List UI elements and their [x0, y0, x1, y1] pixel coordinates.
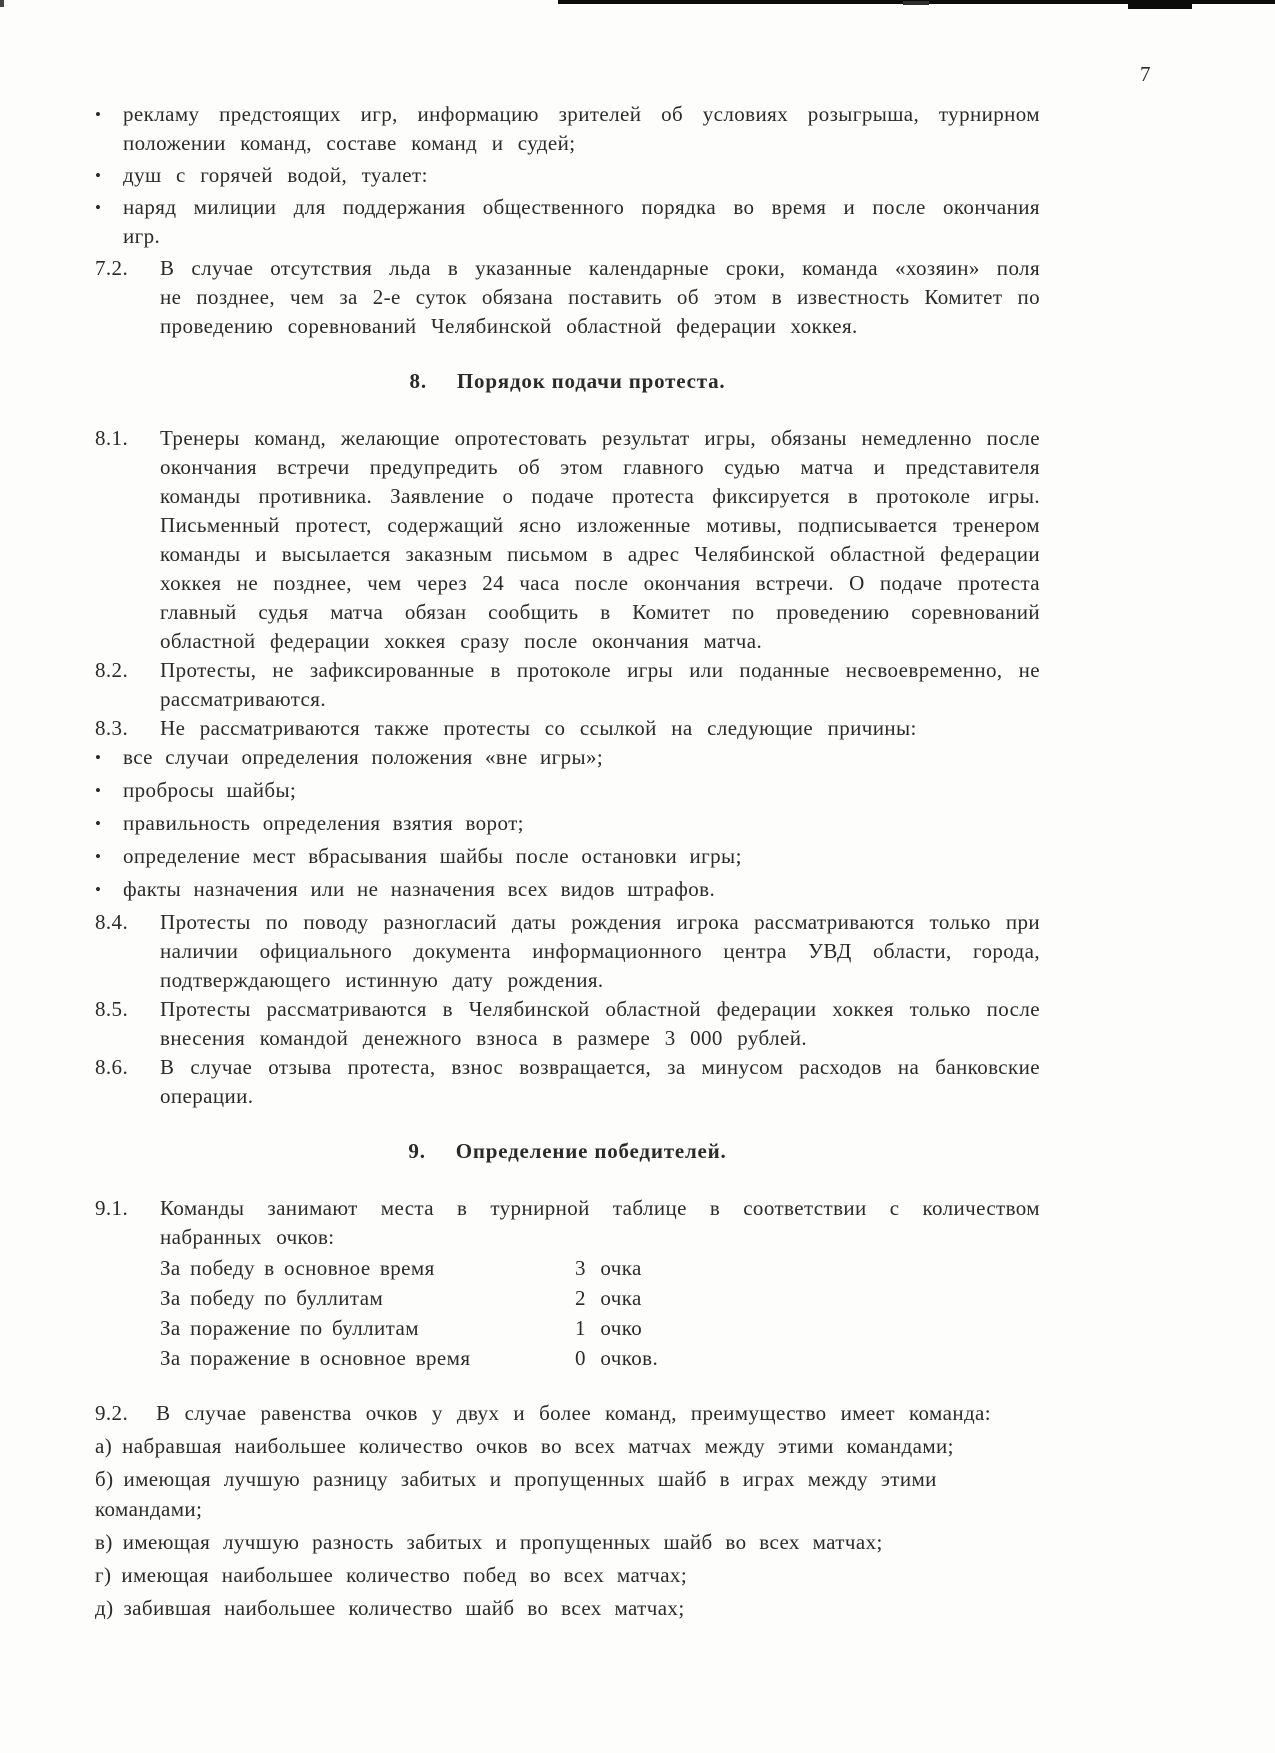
clause-number: 8.4. — [95, 910, 129, 934]
clause-text: В случае равенства очков у двух и более команд, преимущество имеет команда: — [156, 1401, 991, 1425]
list-item — [95, 743, 1040, 772]
section-8-heading — [95, 367, 1040, 396]
bullet-marker: • — [95, 814, 102, 833]
list-item-text: факты назначения или не назначения всех видов штрафов. — [123, 877, 716, 901]
criterion-letter: в) — [95, 1530, 113, 1554]
points-row — [160, 1283, 1040, 1313]
points-value: 2 очка — [575, 1286, 642, 1310]
list-item — [95, 161, 1040, 190]
section-title: Порядок подачи протеста. — [456, 369, 726, 393]
points-row — [160, 1253, 1040, 1283]
bullet-marker: • — [95, 105, 102, 124]
protest-reasons-list — [95, 743, 1040, 904]
clause-number: 8.5. — [95, 997, 129, 1021]
section-9-heading — [95, 1137, 1040, 1166]
clause-text: Протесты рассматриваются в Челябинской областной федерации хоккея только после внесения командой денежного взноса в размере 3 000 рублей. — [160, 997, 1040, 1050]
list-item-text: все случаи определения положения «вне игры»; — [123, 745, 604, 769]
list-item — [95, 809, 1040, 838]
clause-7-2 — [95, 254, 1040, 341]
outcome-label: За победу в основное время — [160, 1256, 435, 1280]
criterion-text: имеющая наибольшее количество побед во всех матчах; — [121, 1563, 688, 1587]
bullet-marker: • — [95, 847, 102, 866]
criterion-v — [95, 1527, 1040, 1557]
list-item — [95, 193, 1040, 251]
criterion-text: имеющая лучшую разность забитых и пропущенных шайб во всех матчах; — [122, 1530, 883, 1554]
points-row — [160, 1343, 1040, 1373]
points-table — [160, 1253, 1040, 1373]
clause-8-1 — [95, 424, 1040, 656]
clause-9-1 — [95, 1194, 1040, 1373]
list-item-text: душ с горячей водой, туалет: — [123, 163, 428, 187]
clause-text: Протесты, не зафиксированные в протоколе игры или поданные несвоевременно, не рассматриваются. — [160, 658, 1040, 711]
criterion-g — [95, 1560, 1040, 1590]
clause-number: 9.2. — [95, 1401, 129, 1425]
scan-artifact-corner — [0, 0, 4, 7]
criterion-b — [95, 1464, 1040, 1524]
clause-text — [160, 1194, 1040, 1373]
clause-number: 9.1. — [95, 1196, 129, 1220]
scan-artifact-top-blob — [1128, 0, 1192, 9]
list-item-text: пробросы шайбы; — [123, 778, 297, 802]
list-item — [95, 776, 1040, 805]
clause-9-2 — [95, 1399, 1040, 1428]
list-item-text: наряд милиции для поддержания общественного порядка во время и после окончания игр. — [123, 195, 1040, 248]
criterion-text: забившая наибольшее количество шайб во всех матчах; — [123, 1596, 685, 1620]
clause-number: 7.2. — [95, 256, 129, 280]
clause-text: Тренеры команд, желающие опротестовать результат игры, обязаны немедленно после окончания встречи предупредить об этом главного судью матча и представителя команды противника. Заявление о подаче протеста фиксируется в протоколе игры. Письменный протест, содержащий ясно изложенные мотивы, подписывается тренером команды и высылается заказным письмом в адрес Челябинской областной федерации хоккея не позднее, чем через 24 часа после окончания встречи. О подаче протеста главный судья матча обязан сообщить в Комитет по проведению соревнований областной федерации хоккея сразу после окончания матча. — [160, 426, 1040, 653]
clause-number: 8.1. — [95, 426, 129, 450]
bullet-marker: • — [95, 198, 102, 217]
clause-8-6 — [95, 1053, 1040, 1111]
page-number: 7 — [1140, 62, 1152, 86]
clause-8-5 — [95, 995, 1040, 1053]
clause-text: Не рассматриваются также протесты со ссылкой на следующие причины: — [160, 716, 917, 740]
criterion-d — [95, 1593, 1040, 1623]
list-item-text: правильность определения взятия ворот; — [123, 811, 524, 835]
bullet-marker: • — [95, 781, 102, 800]
bullet-marker: • — [95, 166, 102, 185]
points-value: 1 очко — [575, 1316, 643, 1340]
criterion-letter: б) — [95, 1467, 114, 1491]
criterion-letter: д) — [95, 1596, 114, 1620]
list-item-text: рекламу предстоящих игр, информацию зрителей об условиях розыгрыша, турнирном положении команд, составе команд и судей; — [123, 102, 1040, 155]
criterion-text: имеющая лучшую разницу забитых и пропущенных шайб в играх между этими командами; — [95, 1467, 937, 1521]
list-item — [95, 100, 1040, 158]
section-number: 8. — [409, 369, 427, 393]
outcome-label: За поражение в основное время — [160, 1346, 471, 1370]
points-row — [160, 1313, 1040, 1343]
section-number: 9. — [408, 1139, 426, 1163]
bullet-marker: • — [95, 880, 102, 899]
list-item-text: определение мест вбрасывания шайбы после остановки игры; — [123, 844, 742, 868]
list-item — [95, 875, 1040, 904]
criterion-a — [95, 1431, 1040, 1461]
clause-intro: Команды занимают места в турнирной таблице в соответствии с количеством набранных очков: — [160, 1196, 1040, 1249]
points-value: 3 очка — [575, 1256, 642, 1280]
outcome-label: За поражение по буллитам — [160, 1316, 419, 1340]
criterion-letter: а) — [95, 1434, 113, 1458]
clause-9-2-block — [95, 1399, 1040, 1623]
criterion-letter: г) — [95, 1563, 112, 1587]
criterion-text: набравшая наибольшее количество очков во всех матчах между этими командами; — [122, 1434, 954, 1458]
list-item — [95, 842, 1040, 871]
facility-requirements-list — [95, 100, 1040, 251]
document-body — [95, 100, 1040, 1626]
clause-number: 8.6. — [95, 1055, 129, 1079]
clause-number: 8.2. — [95, 658, 129, 682]
clause-text: В случае отзыва протеста, взнос возвращается, за минусом расходов на банковские операции. — [160, 1055, 1040, 1108]
points-value: 0 очков. — [575, 1346, 659, 1370]
clause-8-3 — [95, 714, 1040, 743]
section-title: Определение победителей. — [455, 1139, 727, 1163]
clause-8-4 — [95, 908, 1040, 995]
clause-text: Протесты по поводу разногласий даты рождения игрока рассматриваются только при наличии официального документа информационного центра УВД области, города, подтверждающего истинную дату рождения. — [160, 910, 1040, 992]
bullet-marker: • — [95, 748, 102, 767]
outcome-label: За победу по буллитам — [160, 1286, 384, 1310]
clause-number: 8.3. — [95, 716, 129, 740]
scan-artifact-top-mark — [903, 1, 929, 5]
clause-text: В случае отсутствия льда в указанные календарные сроки, команда «хозяин» поля не позднее, чем за 2-е суток обязана поставить об этом в известность Комитет по проведению соревнований Челябинской областной федерации хоккея. — [160, 256, 1040, 338]
clause-8-2 — [95, 656, 1040, 714]
